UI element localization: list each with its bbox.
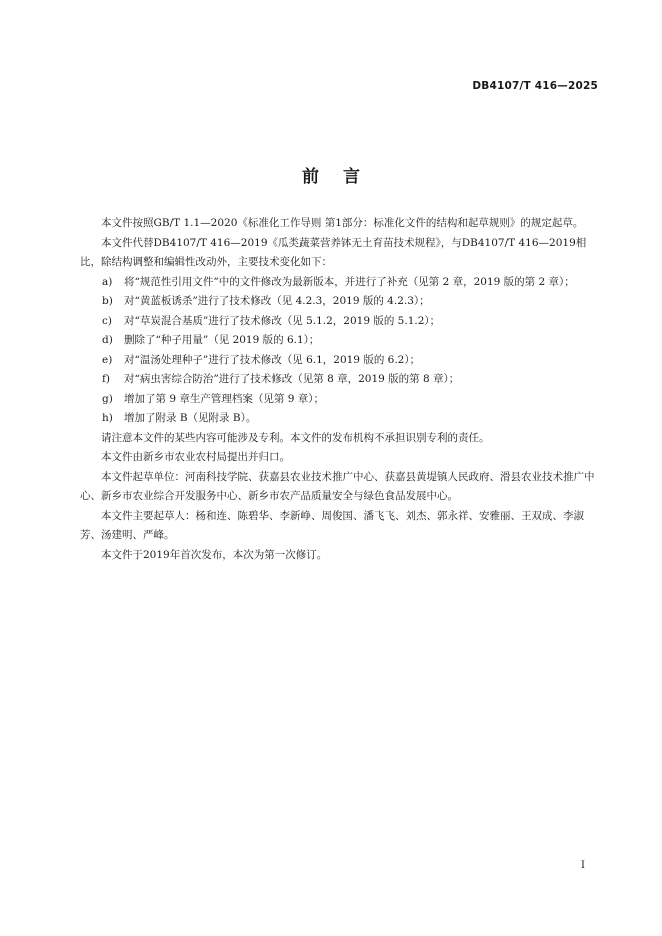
list-marker: h) (102, 412, 113, 424)
paragraph-patent-notice: 请注意本文件的某些内容可能涉及专利。本文件的发布机构不承担识别专利的责任。 (101, 431, 490, 444)
changes-list (80, 273, 604, 429)
list-marker: e) (102, 353, 113, 366)
list-marker: b) (102, 295, 113, 307)
list-item (80, 273, 604, 293)
list-item (80, 390, 604, 410)
paragraph-replacement: 本文件代替DB4107/T 416—2019《瓜类蔬菜营养钵无土育苗技术规程》，与DB4107/T 416—2019相比，除结构调整和编辑性改动外，主要技术变化如下： (80, 236, 587, 268)
list-item (80, 409, 604, 429)
paragraph-proposer: 本文件由新乡市农业农村局提出并归口。 (101, 451, 290, 463)
paragraph-drafting-units: 本文件起草单位：河南科技学院、获嘉县农业技术推广中心、获嘉县黄堤镇人民政府、滑县农业技术推广中心、新乡市农业综合开发服务中心、新乡市农产品质量安全与绿色食品发展中心。 (80, 470, 595, 502)
paragraph-drafting-rules: 本文件按照GB/T 1.1—2020《标准化工作导则 第1部分：标准化文件的结构和起草规则》的规定起草。 (101, 217, 584, 229)
list-item (80, 292, 604, 312)
foreword-body (80, 214, 604, 565)
list-item-text: 删除了“种子用量”（见 2019 版的 6.1）； (124, 334, 320, 346)
list-marker: c) (102, 314, 112, 327)
paragraph-history: 本文件于2019年首次发布，本次为第一次修订。 (101, 548, 328, 561)
list-item-text: 增加了附录 B（见附录 B）。 (124, 412, 257, 424)
list-marker: d) (102, 334, 113, 346)
standard-code: DB4107/T 416—2025 (472, 80, 598, 92)
list-marker: g) (102, 392, 113, 405)
list-item (80, 351, 604, 371)
list-item-text: 增加了第 9 章生产管理档案（见第 9 章）； (124, 392, 324, 405)
list-item (80, 312, 604, 332)
list-item-text: 对“草炭混合基质”进行了技术修改（见 5.1.2，2019 版的 5.1.2）； (124, 314, 441, 327)
list-item-text: 对“病虫害综合防治”进行了技术修改（见第 8 章，2019 版的第 8 章）； (124, 373, 460, 385)
list-item (80, 331, 604, 351)
list-item-text: 对“温汤处理种子”进行了技术修改（见 6.1，2019 版的 6.2）； (124, 353, 421, 366)
page-number: I (581, 860, 585, 871)
list-marker: f) (102, 373, 110, 385)
list-item (80, 370, 604, 390)
list-item-text: 将“规范性引用文件”中的文件修改为最新版本，并进行了补充（见第 2 章，2019 版的第 2 章）； (124, 275, 575, 288)
page-title: 前言 (302, 167, 384, 187)
paragraph-drafters: 本文件主要起草人：杨和连、陈碧华、李新峥、周俊国、潘飞飞、刘杰、郭永祥、安雅丽、王双成、李淑芳、汤建明、严峰。 (80, 509, 584, 541)
list-item-text: 对“黄蓝板诱杀”进行了技术修改（见 4.2.3，2019 版的 4.2.3）； (124, 295, 430, 307)
list-marker: a) (102, 275, 113, 288)
